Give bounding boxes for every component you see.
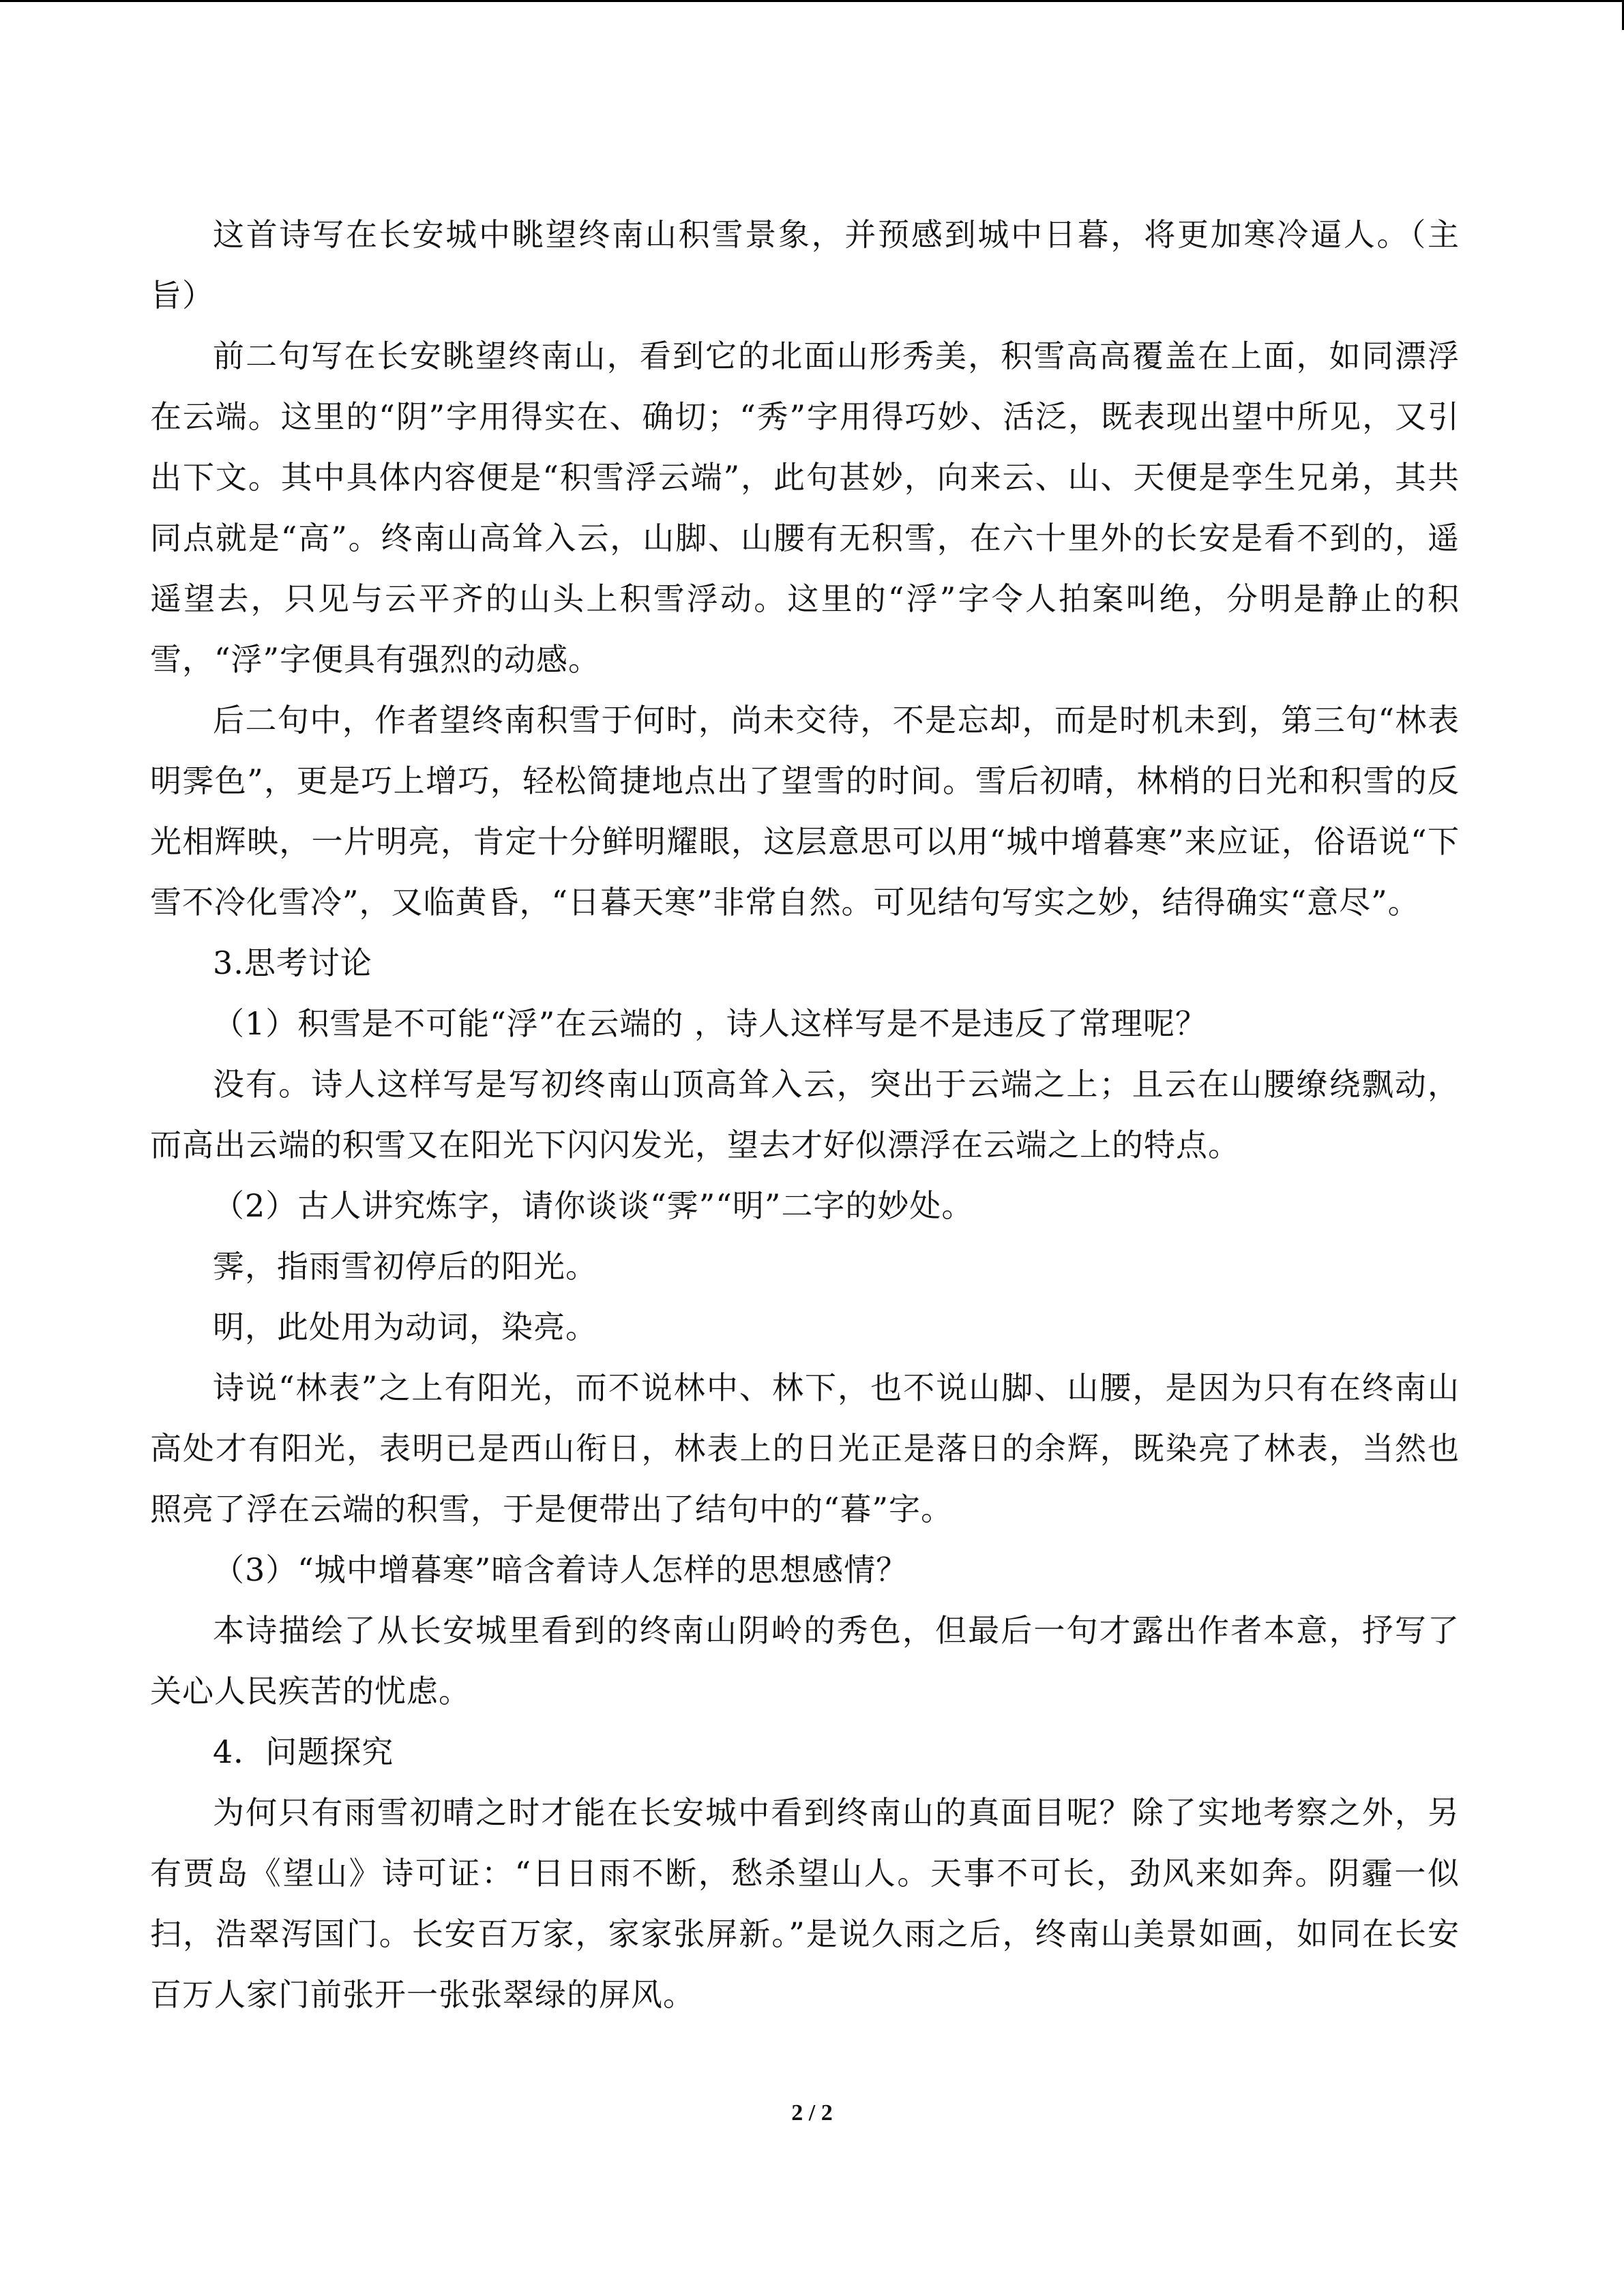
answer-2-explanation: 诗说“林表”之上有阳光，而不说林中、林下，也不说山脚、山腰，是因为只有在终南山高处才有阳光，表明已是西山衔日，林表上的日光正是落日的余辉，既染亮了林表，当然也照亮了浮在云端的积雪，于是便带出了结句中的“暮”字。 (150, 1369, 1460, 1527)
document-body (150, 205, 1460, 2025)
section-heading-discussion: 3.思考讨论 (213, 944, 372, 981)
answer-1: 没有。诗人这样写是写初终南山顶高耸入云，突出于云端之上；且云在山腰缭绕飘动，而高出云端的积雪又在阳光下闪闪发光，望去才好似漂浮在云端之上的特点。 (150, 1066, 1460, 1163)
paragraph-theme: 这首诗写在长安城中眺望终南山积雪景象，并预感到城中日暮，将更加寒冷逼人。（主旨） (150, 216, 1460, 314)
question-2: （2）古人讲究炼字，请你谈谈“霁”“明”二字的妙处。 (213, 1187, 974, 1224)
paragraph-first-two-lines: 前二句写在长安眺望终南山，看到它的北面山形秀美，积雪高高覆盖在上面，如同漂浮在云端。这里的“阴”字用得实在、确切；“秀”字用得巧妙、活泛，既表现出望中所见，又引出下文。其中具体内容便是“积雪浮云端”，此句甚妙，向来云、山、天便是孪生兄弟，其共同点就是“高”。终南山高耸入云，山脚、山腰有无积雪，在六十里外的长安是看不到的，遥遥望去，只见与云平齐的山头上积雪浮动。这里的“浮”字令人拍案叫绝，分明是静止的积雪，“浮”字便具有强烈的动感。 (150, 338, 1460, 678)
section-heading-inquiry: 4．问题探究 (213, 1733, 394, 1770)
answer-2-ming: 明，此处用为动词，染亮。 (213, 1309, 597, 1345)
page-number: 2 / 2 (791, 2100, 833, 2126)
paragraph-inquiry: 为何只有雨雪初晴之时才能在长安城中看到终南山的真面目呢？除了实地考察之外，另有贾岛《望山》诗可证：“日日雨不断，愁杀望山人。天事不可长，劲风来如奔。阴霾一似扫，浩翠泻国门。长安百万家，家家张屏新。”是说久雨之后，终南山美景如画，如同在长安百万人家门前张开一张张翠绿的屏风。 (150, 1794, 1460, 2013)
answer-2-ji: 霁，指雨雪初停后的阳光。 (213, 1248, 597, 1285)
question-1: （1）积雪是不可能“浮”在云端的 ，诗人这样写是不是违反了常理呢？ (213, 1005, 1207, 1042)
question-3: （3）“城中增暮寒”暗含着诗人怎样的思想感情？ (213, 1551, 909, 1588)
answer-3: 本诗描绘了从长安城里看到的终南山阴岭的秀色，但最后一句才露出作者本意，抒写了关心人民疾苦的忧虑。 (150, 1612, 1460, 1710)
top-border-line (0, 0, 1624, 2)
paragraph-last-two-lines: 后二句中，作者望终南积雪于何时，尚未交待，不是忘却，而是时机未到，第三句“林表明霁色”，更是巧上增巧，轻松简捷地点出了望雪的时间。雪后初晴，林梢的日光和积雪的反光相辉映，一片明亮，肯定十分鲜明耀眼，这层意思可以用“城中增暮寒”来应证，俗语说“下雪不冷化雪冷”，又临黄昏，“日暮天寒”非常自然。可见结句写实之妙，结得确实“意尽”。 (150, 702, 1460, 921)
